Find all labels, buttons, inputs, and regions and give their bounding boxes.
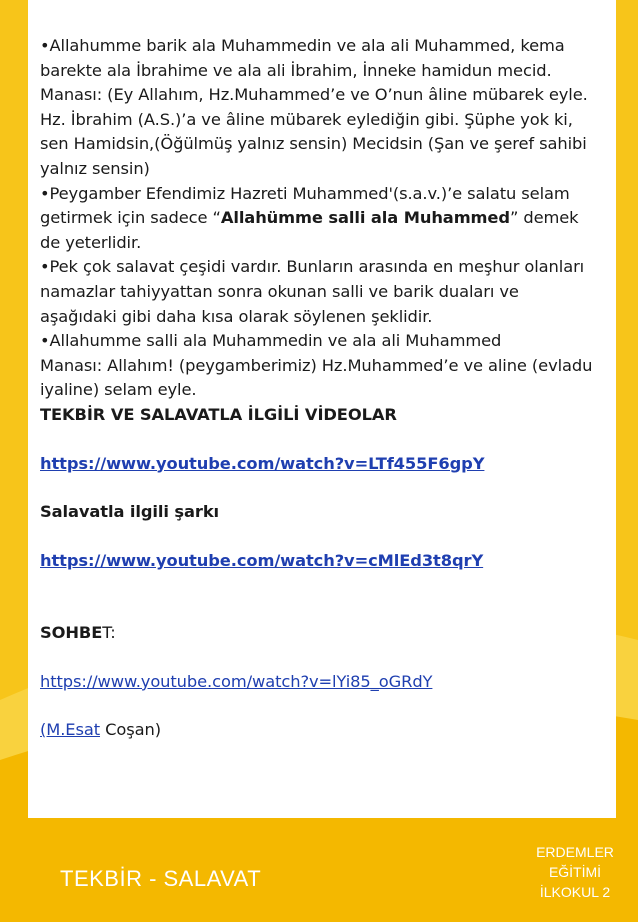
paragraph-salatu-selam-start: •Peygamber Efendimiz Hazreti Muhammed'(s.a.v.)’e salatu selam getirmek için sadece “ [40, 183, 570, 228]
sohbet-label-rest: T: [102, 623, 116, 643]
videos-heading: TEKBİR VE SALAVATLA İLGİLİ VİDEOLAR [40, 404, 397, 424]
paragraph-dua-barik: •Allahumme barik ala Muhammedin ve ala ali Muhammed, kema barekte ala İbrahime ve ala ali İbrahim, İnneke hamidun mecid. [40, 36, 565, 80]
paragraph-meaning-barik: Manası: (Ey Allahım, Hz.Muhammed’e ve O’nun âline mübarek eyle. Hz. İbrahim (A.S.)’a ve âline mübarek eylediğin gibi. Şüphe yok ki, sen Hamidsin,(Öğülmüş yalnız sensin) Mecidsin (Şan ve şeref sahibi yalnız sensin) [40, 85, 588, 178]
footer-title: TEKBİR - SALAVAT [60, 866, 262, 891]
song-label: Salavatla ilgili şarkı [40, 502, 220, 522]
paragraph-salatu-selam-end: ” demek de yeterlidir. [40, 208, 579, 252]
school-name [520, 842, 630, 902]
video-link-1[interactable]: https://www.youtube.com/watch?v=LTf455F6gpY [40, 453, 485, 473]
salli-phrase: Allahümme salli ala Muhammed [220, 208, 510, 228]
paragraph-salatu-selam [40, 182, 600, 256]
school-line-2: EĞİTİMİ [548, 864, 602, 880]
document-body [40, 34, 600, 743]
school-line-3: İLKOKUL 2 [539, 884, 611, 900]
author-credit [40, 718, 600, 743]
video-link-3[interactable]: https://www.youtube.com/watch?v=lYi85_oGRdY [40, 671, 433, 691]
author-link[interactable]: (M.Esat [40, 720, 101, 740]
video-link-2[interactable]: https://www.youtube.com/watch?v=cMlEd3t8qrY [40, 550, 484, 570]
paragraph-dua-salli: •Allahumme salli ala Muhammedin ve ala ali Muhammed [40, 331, 502, 351]
sohbet-label-bold: SOHBE [40, 623, 103, 643]
school-line-1: ERDEMLER [536, 844, 614, 860]
author-name-rest: Coşan) [100, 720, 161, 740]
sohbet-label [40, 621, 600, 646]
paragraph-meaning-salli: Manası: Allahım! (peygamberimiz) Hz.Muhammed’e ve aline (evladu iyaline) selam eyle. [40, 355, 593, 400]
paragraph-salavat-types: •Pek çok salavat çeşidi vardır. Bunların arasında en meşhur olanları namazlar tahiyyattan sonra okunan salli ve barik duaları ve aşağıdaki gibi daha kısa olarak söylenen şeklidir. [40, 257, 585, 326]
